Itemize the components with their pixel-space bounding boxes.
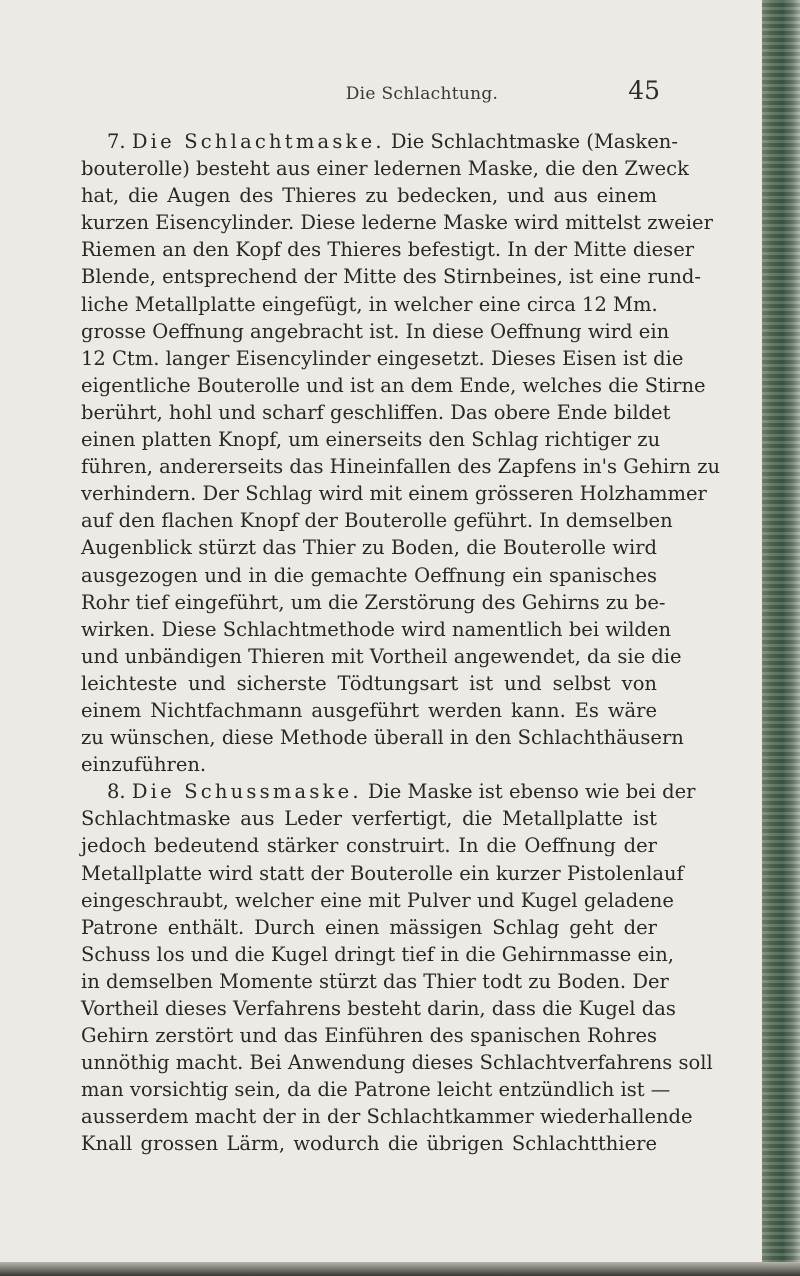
paragraph-8-line: Knall grossen Lärm, wodurch die übrigen Schlachtthiere: [81, 1132, 657, 1156]
paragraph-7-line: kurzen Eisencylinder. Diese lederne Maske wird mittelst zweier: [81, 211, 713, 235]
paragraph-7-line: Augenblick stürzt das Thier zu Boden, die Bouterolle wird: [81, 536, 657, 560]
paragraph-7-line: berührt, hohl und scharf geschliffen. Das obere Ende bildet: [81, 400, 671, 424]
paragraph-7-heading: Die Schlachtmaske.: [131, 130, 385, 153]
paragraph-8-line-1-text: Die Maske ist ebenso wie bei der: [367, 780, 696, 804]
paragraph-7-line: Rohr tief eingeführt, um die Zerstörung des Gehirns zu be-: [81, 590, 666, 614]
paragraph-7-line: ausgezogen und in die gemachte Oeffnung ein spanisches: [81, 563, 657, 587]
paragraph-7-line: grosse Oeffnung angebracht ist. In diese Oeffnung wird ein: [81, 319, 670, 343]
paragraph-7-line: verhindern. Der Schlag wird mit einem grösseren Holzhammer: [81, 482, 707, 506]
paragraph-7-line: Blende, entsprechend der Mitte des Stirnbeines, ist eine rund-: [81, 265, 701, 289]
paragraph-8-line: Metallplatte wird statt der Bouterolle ein kurzer Pistolenlauf: [81, 861, 684, 885]
paragraph-7-line: einzuführen.: [81, 753, 207, 777]
paragraph-8-number: 8.: [107, 780, 126, 804]
paragraph-7-line: bouterolle) besteht aus einer ledernen Maske, die den Zweck: [81, 157, 689, 181]
paragraph-7-line: 12 Ctm. langer Eisencylinder eingesetzt. Dieses Eisen ist die: [81, 346, 684, 370]
paragraph-7-line: wirken. Diese Schlachtmethode wird namentlich bei wilden: [81, 617, 672, 641]
paragraph-8-line: Vortheil dieses Verfahrens besteht darin, dass die Kugel das: [81, 997, 676, 1020]
paragraph-8-line: Patrone enthält. Durch einen mässigen Schlag geht der: [81, 915, 657, 939]
paragraph-7-line: einen platten Knopf, um einerseits den Schlag richtiger zu: [81, 428, 661, 452]
book-edge: [762, 0, 800, 1276]
paragraph-8-line: eingeschraubt, welcher eine mit Pulver und Kugel geladene: [81, 888, 674, 912]
paragraph-7-line: einem Nichtfachmann ausgeführt werden kann. Es wäre: [81, 698, 657, 722]
paragraph-8-line: Gehirn zerstört und das Einführen des spanischen Rohres: [81, 1024, 657, 1048]
paragraph-8-heading: Die Schussmaske.: [131, 780, 362, 804]
paragraph-7-line: liche Metallplatte eingefügt, in welcher eine circa 12 Mm.: [81, 292, 658, 316]
paragraph-8-line: ausserdem macht der in der Schlachtkammer wiederhallende: [81, 1105, 693, 1129]
paragraph-7-line: führen, andererseits das Hineinfallen des Zapfens in's Gehirn zu: [81, 455, 721, 479]
paragraph-8-line: man vorsichtig sein, da die Patrone leicht entzündlich ist —: [81, 1078, 671, 1102]
paragraph-8-line: jedoch bedeutend stärker construirt. In die Oeffnung der: [81, 834, 657, 858]
paragraph-7-line: auf den flachen Knopf der Bouterolle geführt. In demselben: [81, 509, 673, 533]
paragraph-7-line: hat, die Augen des Thieres zu bedecken, und aus einem: [81, 184, 657, 208]
paragraph-7-line-1-text: Die Schlachtmaske (Masken-: [390, 130, 678, 153]
paragraph-7-line: leichteste und sicherste Tödtungsart ist und selbst von: [81, 671, 657, 695]
body-text: [81, 128, 721, 1158]
paragraph-8-line: unnöthig macht. Bei Anwendung dieses Schlachtverfahrens soll: [81, 1051, 713, 1075]
paragraph-7-line: Riemen an den Kopf des Thieres befestigt. In der Mitte dieser: [81, 238, 695, 262]
paragraph-7-line: eigentliche Bouterolle und ist an dem Ende, welches die Stirne: [81, 373, 706, 397]
paragraph-7-line: zu wünschen, diese Methode überall in den Schlachthäusern: [81, 726, 684, 750]
paragraph-8-line: Schlachtmaske aus Leder verfertigt, die Metallplatte ist: [81, 807, 657, 831]
running-header: Die Schlachtung.: [345, 84, 499, 104]
page-number: 45: [628, 76, 660, 105]
paragraph-8-line: Schuss los und die Kugel dringt tief in die Gehirnmasse ein,: [81, 942, 674, 966]
paragraph-8-line-1: [81, 778, 696, 805]
paragraph-7-line: und unbändigen Thieren mit Vortheil angewendet, da sie die: [81, 644, 682, 668]
paragraph-8-line: in demselben Momente stürzt das Thier todt zu Boden. Der: [81, 969, 669, 993]
paragraph-7-line-1: [81, 128, 678, 155]
page-bottom-shadow: [0, 1262, 800, 1276]
paragraph-7-number: 7.: [107, 130, 126, 153]
